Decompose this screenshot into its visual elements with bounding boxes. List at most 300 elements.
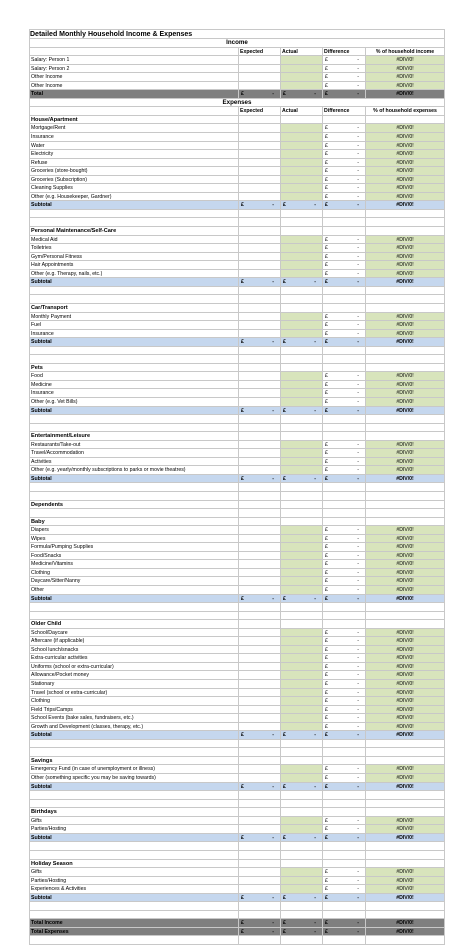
actual-cell[interactable] <box>281 774 323 782</box>
difference-cell[interactable] <box>323 65 366 73</box>
expected-cell[interactable] <box>239 646 281 654</box>
actual-cell[interactable] <box>281 133 323 141</box>
expenses-heading: Expenses <box>29 99 445 107</box>
value-dash: - <box>357 441 359 448</box>
difference-cell[interactable] <box>323 381 366 389</box>
blank-row <box>29 902 445 911</box>
blank-row <box>29 509 445 518</box>
difference-cell[interactable] <box>323 167 366 175</box>
blank-cell <box>366 612 445 620</box>
difference-cell[interactable] <box>323 176 366 184</box>
actual-cell[interactable] <box>281 629 323 637</box>
blank-cell <box>323 116 366 124</box>
percent-cell: #DIV/0! <box>366 330 445 338</box>
actual-cell[interactable] <box>281 706 323 714</box>
expense-item-label: Extra-curricular activities <box>29 654 239 662</box>
difference-cell[interactable] <box>323 552 366 560</box>
expected-cell[interactable] <box>239 817 281 825</box>
expected-cell[interactable] <box>239 124 281 132</box>
expected-cell[interactable] <box>239 706 281 714</box>
income-total-row <box>29 90 445 99</box>
blank-cell <box>323 902 366 910</box>
percent-cell: #DIV/0! <box>366 133 445 141</box>
difference-cell[interactable] <box>323 330 366 338</box>
expected-total[interactable] <box>239 894 281 902</box>
percent-cell: #DIV/0! <box>366 193 445 201</box>
expected-total[interactable] <box>239 919 281 927</box>
expected-cell[interactable] <box>239 159 281 167</box>
difference-cell[interactable] <box>323 244 366 252</box>
expected-cell[interactable] <box>239 65 281 73</box>
actual-cell[interactable] <box>281 389 323 397</box>
value-dash: - <box>272 894 274 901</box>
total-income-row-label: Total Income <box>29 919 239 927</box>
currency-symbol: £ <box>325 723 328 730</box>
blank-cell <box>239 612 281 620</box>
currency-symbol: £ <box>325 681 328 688</box>
percent-total: #DIV/0! <box>366 475 445 483</box>
actual-cell[interactable] <box>281 697 323 705</box>
difference-cell[interactable] <box>323 398 366 406</box>
expected-total[interactable] <box>239 201 281 209</box>
difference-cell[interactable] <box>323 680 366 688</box>
expected-cell[interactable] <box>239 236 281 244</box>
actual-cell[interactable] <box>281 381 323 389</box>
actual-total[interactable] <box>281 90 323 98</box>
difference-cell[interactable] <box>323 825 366 833</box>
difference-cell[interactable] <box>323 142 366 150</box>
category-row <box>29 518 445 527</box>
actual-cell[interactable] <box>281 868 323 876</box>
expected-cell[interactable] <box>239 449 281 457</box>
currency-symbol: £ <box>325 262 328 269</box>
expected-cell[interactable] <box>239 825 281 833</box>
value-dash: - <box>272 928 274 935</box>
expected-cell[interactable] <box>239 244 281 252</box>
difference-cell[interactable] <box>323 885 366 893</box>
difference-cell[interactable] <box>323 654 366 662</box>
currency-symbol: £ <box>325 253 328 260</box>
difference-total[interactable] <box>323 928 366 936</box>
currency-symbol: £ <box>325 638 328 645</box>
actual-cell[interactable] <box>281 569 323 577</box>
difference-cell[interactable] <box>323 877 366 885</box>
currency-symbol: £ <box>325 193 328 200</box>
percent-cell: #DIV/0! <box>366 569 445 577</box>
category-row <box>29 116 445 125</box>
expected-total[interactable] <box>239 278 281 286</box>
blank-cell <box>29 218 239 226</box>
expected-cell[interactable] <box>239 381 281 389</box>
category-row <box>29 757 445 766</box>
difference-cell[interactable] <box>323 646 366 654</box>
expected-cell[interactable] <box>239 526 281 534</box>
blank-cell <box>239 911 281 919</box>
difference-total[interactable] <box>323 919 366 927</box>
difference-cell[interactable] <box>323 261 366 269</box>
difference-cell[interactable] <box>323 56 366 64</box>
actual-cell[interactable] <box>281 458 323 466</box>
difference-cell[interactable] <box>323 133 366 141</box>
expected-cell[interactable] <box>239 868 281 876</box>
blank-row <box>29 612 445 621</box>
value-dash: - <box>357 176 359 183</box>
expected-cell[interactable] <box>239 389 281 397</box>
expected-cell[interactable] <box>239 877 281 885</box>
value-dash: - <box>357 193 359 200</box>
percent-total: #DIV/0! <box>366 407 445 415</box>
difference-cell[interactable] <box>323 577 366 585</box>
actual-cell[interactable] <box>281 877 323 885</box>
actual-cell[interactable] <box>281 193 323 201</box>
expected-cell[interactable] <box>239 193 281 201</box>
expense-item-label: Formula/Pumping Supplies <box>29 543 239 551</box>
percent-cell: #DIV/0! <box>366 372 445 380</box>
expected-cell[interactable] <box>239 569 281 577</box>
actual-cell[interactable] <box>281 65 323 73</box>
difference-total[interactable] <box>323 278 366 286</box>
expected-cell[interactable] <box>239 458 281 466</box>
difference-cell[interactable] <box>323 714 366 722</box>
actual-total[interactable] <box>281 595 323 603</box>
difference-cell[interactable] <box>323 560 366 568</box>
actual-cell[interactable] <box>281 261 323 269</box>
expected-cell[interactable] <box>239 654 281 662</box>
expected-cell[interactable] <box>239 671 281 679</box>
difference-cell[interactable] <box>323 663 366 671</box>
expected-cell[interactable] <box>239 774 281 782</box>
actual-cell[interactable] <box>281 526 323 534</box>
expected-cell[interactable] <box>239 885 281 893</box>
difference-total[interactable] <box>323 783 366 791</box>
difference-cell[interactable] <box>323 253 366 261</box>
actual-cell[interactable] <box>281 654 323 662</box>
blank-cell <box>281 424 323 432</box>
table-row <box>29 689 445 698</box>
difference-cell[interactable] <box>323 765 366 773</box>
difference-cell[interactable] <box>323 629 366 637</box>
difference-cell[interactable] <box>323 535 366 543</box>
table-row <box>29 458 445 467</box>
difference-cell[interactable] <box>323 706 366 714</box>
blank-row <box>29 295 445 304</box>
actual-cell[interactable] <box>281 817 323 825</box>
expected-cell[interactable] <box>239 663 281 671</box>
value-dash: - <box>314 783 316 790</box>
expected-cell[interactable] <box>239 680 281 688</box>
table-row <box>29 270 445 279</box>
difference-total[interactable] <box>323 338 366 346</box>
expected-cell[interactable] <box>239 261 281 269</box>
difference-cell[interactable] <box>323 236 366 244</box>
actual-cell[interactable] <box>281 184 323 192</box>
expected-cell[interactable] <box>239 689 281 697</box>
actual-cell[interactable] <box>281 671 323 679</box>
expected-cell[interactable] <box>239 714 281 722</box>
actual-cell[interactable] <box>281 466 323 474</box>
actual-cell[interactable] <box>281 680 323 688</box>
expected-cell[interactable] <box>239 535 281 543</box>
value-dash: - <box>314 920 316 927</box>
actual-cell[interactable] <box>281 449 323 457</box>
expense-item-label: Groceries (Subscription) <box>29 176 239 184</box>
expense-item-label: School lunch/snacks <box>29 646 239 654</box>
table-row <box>29 637 445 646</box>
difference-total[interactable] <box>323 894 366 902</box>
expected-cell[interactable] <box>239 133 281 141</box>
expenses-heading-row <box>29 99 445 108</box>
actual-cell[interactable] <box>281 244 323 252</box>
expense-item-label: Diapers <box>29 526 239 534</box>
difference-cell[interactable] <box>323 184 366 192</box>
section-title: Pets <box>29 364 239 372</box>
actual-cell[interactable] <box>281 535 323 543</box>
difference-cell[interactable] <box>323 321 366 329</box>
table-row <box>29 560 445 569</box>
expected-total[interactable] <box>239 783 281 791</box>
blank-cell <box>239 218 281 226</box>
expected-cell[interactable] <box>239 56 281 64</box>
actual-cell[interactable] <box>281 560 323 568</box>
expected-cell[interactable] <box>239 543 281 551</box>
table-row <box>29 236 445 245</box>
expected-cell[interactable] <box>239 560 281 568</box>
currency-symbol: £ <box>325 475 328 482</box>
currency-symbol: £ <box>241 834 244 841</box>
currency-symbol: £ <box>325 82 328 89</box>
actual-cell[interactable] <box>281 56 323 64</box>
actual-cell[interactable] <box>281 663 323 671</box>
expected-cell[interactable] <box>239 321 281 329</box>
expense-item-label: Parties/Hosting <box>29 877 239 885</box>
table-row <box>29 714 445 723</box>
actual-cell[interactable] <box>281 253 323 261</box>
actual-cell[interactable] <box>281 646 323 654</box>
actual-cell[interactable] <box>281 714 323 722</box>
actual-cell[interactable] <box>281 765 323 773</box>
difference-total[interactable] <box>323 90 366 98</box>
expected-cell[interactable] <box>239 637 281 645</box>
blank-cell <box>281 800 323 808</box>
actual-cell[interactable] <box>281 124 323 132</box>
blank-cell <box>281 501 323 509</box>
difference-total[interactable] <box>323 201 366 209</box>
actual-cell[interactable] <box>281 723 323 731</box>
expected-cell[interactable] <box>239 552 281 560</box>
table-row <box>29 381 445 390</box>
difference-cell[interactable] <box>323 82 366 90</box>
actual-cell[interactable] <box>281 150 323 158</box>
actual-cell[interactable] <box>281 372 323 380</box>
actual-cell[interactable] <box>281 689 323 697</box>
difference-cell[interactable] <box>323 124 366 132</box>
actual-total[interactable] <box>281 834 323 842</box>
income-item-label: Salary: Person 1 <box>29 56 239 64</box>
expected-cell[interactable] <box>239 330 281 338</box>
blank-cell <box>29 851 239 859</box>
difference-total[interactable] <box>323 731 366 739</box>
expected-cell[interactable] <box>239 697 281 705</box>
expected-cell[interactable] <box>239 142 281 150</box>
difference-cell[interactable] <box>323 723 366 731</box>
col-difference: Difference <box>323 107 366 115</box>
blank-cell <box>366 509 445 517</box>
subtotal-row-label: Subtotal <box>29 894 239 902</box>
actual-total[interactable] <box>281 475 323 483</box>
percent-cell: #DIV/0! <box>366 389 445 397</box>
actual-cell[interactable] <box>281 82 323 90</box>
expected-cell[interactable] <box>239 184 281 192</box>
difference-cell[interactable] <box>323 313 366 321</box>
expected-total[interactable] <box>239 595 281 603</box>
expected-total[interactable] <box>239 834 281 842</box>
difference-cell[interactable] <box>323 586 366 594</box>
expected-total[interactable] <box>239 475 281 483</box>
actual-cell[interactable] <box>281 176 323 184</box>
actual-cell[interactable] <box>281 167 323 175</box>
actual-cell[interactable] <box>281 270 323 278</box>
actual-total[interactable] <box>281 201 323 209</box>
actual-cell[interactable] <box>281 885 323 893</box>
expected-total[interactable] <box>239 90 281 98</box>
actual-cell[interactable] <box>281 577 323 585</box>
difference-cell[interactable] <box>323 689 366 697</box>
actual-cell[interactable] <box>281 313 323 321</box>
value-dash: - <box>314 407 316 414</box>
difference-cell[interactable] <box>323 159 366 167</box>
difference-cell[interactable] <box>323 389 366 397</box>
actual-cell[interactable] <box>281 330 323 338</box>
expected-cell[interactable] <box>239 150 281 158</box>
actual-cell[interactable] <box>281 73 323 81</box>
blank-cell <box>29 612 239 620</box>
actual-cell[interactable] <box>281 236 323 244</box>
difference-cell[interactable] <box>323 372 366 380</box>
expected-total[interactable] <box>239 731 281 739</box>
expected-total[interactable] <box>239 407 281 415</box>
expected-cell[interactable] <box>239 577 281 585</box>
actual-cell[interactable] <box>281 142 323 150</box>
actual-cell[interactable] <box>281 825 323 833</box>
difference-total[interactable] <box>323 407 366 415</box>
difference-cell[interactable] <box>323 774 366 782</box>
col-expected: Expected <box>239 48 281 56</box>
subtotal-row-label: Subtotal <box>29 783 239 791</box>
section-title: Dependents <box>29 501 239 509</box>
expected-cell[interactable] <box>239 270 281 278</box>
difference-total[interactable] <box>323 595 366 603</box>
expected-cell[interactable] <box>239 176 281 184</box>
difference-cell[interactable] <box>323 817 366 825</box>
difference-cell[interactable] <box>323 270 366 278</box>
currency-symbol: £ <box>325 159 328 166</box>
difference-cell[interactable] <box>323 543 366 551</box>
currency-symbol: £ <box>325 646 328 653</box>
actual-total[interactable] <box>281 278 323 286</box>
expected-total[interactable] <box>239 928 281 936</box>
expense-item-label: Insurance <box>29 133 239 141</box>
actual-total[interactable] <box>281 919 323 927</box>
expected-cell[interactable] <box>239 765 281 773</box>
expense-item-label: Gifts <box>29 868 239 876</box>
difference-cell[interactable] <box>323 449 366 457</box>
actual-total[interactable] <box>281 731 323 739</box>
table-row <box>29 825 445 834</box>
expected-cell[interactable] <box>239 253 281 261</box>
blank-cell <box>323 304 366 312</box>
actual-cell[interactable] <box>281 543 323 551</box>
actual-total[interactable] <box>281 783 323 791</box>
difference-cell[interactable] <box>323 193 366 201</box>
value-dash: - <box>272 732 274 739</box>
blank-cell <box>29 287 239 295</box>
expected-cell[interactable] <box>239 629 281 637</box>
difference-cell[interactable] <box>323 73 366 81</box>
expected-cell[interactable] <box>239 167 281 175</box>
expected-cell[interactable] <box>239 586 281 594</box>
value-dash: - <box>272 279 274 286</box>
blank-cell <box>323 509 366 517</box>
blank-cell <box>239 620 281 628</box>
value-dash: - <box>357 339 359 346</box>
difference-cell[interactable] <box>323 671 366 679</box>
actual-cell[interactable] <box>281 637 323 645</box>
difference-cell[interactable] <box>323 697 366 705</box>
actual-total[interactable] <box>281 338 323 346</box>
difference-cell[interactable] <box>323 569 366 577</box>
expected-cell[interactable] <box>239 73 281 81</box>
actual-cell[interactable] <box>281 586 323 594</box>
expected-cell[interactable] <box>239 466 281 474</box>
difference-cell[interactable] <box>323 637 366 645</box>
actual-cell[interactable] <box>281 159 323 167</box>
blank-cell <box>29 936 239 944</box>
actual-cell[interactable] <box>281 441 323 449</box>
difference-cell[interactable] <box>323 466 366 474</box>
expected-cell[interactable] <box>239 723 281 731</box>
expected-cell[interactable] <box>239 372 281 380</box>
actual-cell[interactable] <box>281 398 323 406</box>
actual-total[interactable] <box>281 894 323 902</box>
actual-cell[interactable] <box>281 321 323 329</box>
expected-cell[interactable] <box>239 398 281 406</box>
actual-total[interactable] <box>281 407 323 415</box>
value-dash: - <box>357 928 359 935</box>
table-row <box>29 244 445 253</box>
difference-total[interactable] <box>323 834 366 842</box>
blank-cell <box>323 210 366 218</box>
expected-cell[interactable] <box>239 441 281 449</box>
expected-cell[interactable] <box>239 313 281 321</box>
expected-total[interactable] <box>239 338 281 346</box>
difference-cell[interactable] <box>323 458 366 466</box>
blank-cell <box>323 851 366 859</box>
value-dash: - <box>357 552 359 559</box>
percent-cell: #DIV/0! <box>366 825 445 833</box>
currency-symbol: £ <box>325 783 328 790</box>
blank-cell <box>366 740 445 748</box>
difference-cell[interactable] <box>323 526 366 534</box>
difference-cell[interactable] <box>323 868 366 876</box>
expected-cell[interactable] <box>239 82 281 90</box>
difference-total[interactable] <box>323 475 366 483</box>
actual-total[interactable] <box>281 928 323 936</box>
blank-cell <box>323 424 366 432</box>
difference-cell[interactable] <box>323 150 366 158</box>
difference-cell[interactable] <box>323 441 366 449</box>
actual-cell[interactable] <box>281 552 323 560</box>
section-title: Older Child <box>29 620 239 628</box>
